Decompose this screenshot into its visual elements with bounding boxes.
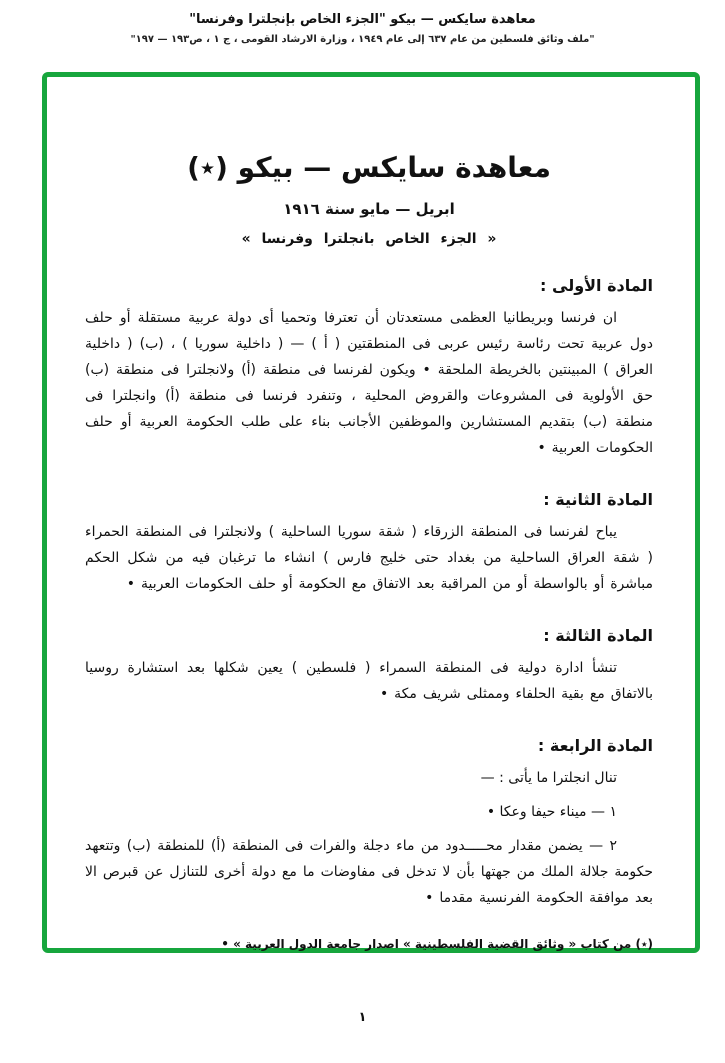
article-1 bbox=[85, 276, 653, 461]
article-3-body: تنشأ ادارة دولية فى المنطقة السمراء ( فلسطين ) يعين شكلها بعد استشارة روسيا بالاتفاق مع بقية الحلفاء وممثلى شريف مكة • bbox=[85, 660, 653, 702]
running-header bbox=[0, 0, 725, 45]
article-2-body: يباح لفرنسا فى المنطقة الزرقاء ( شقة سوريا الساحلية ) ولانجلترا فى المنطقة الحمراء ( شقة العراق الساحلية من بغداد حتى خليج فارس ) انشاء ما ترغبان فيه من شكل الحكم مباشرة أو بالواسطة أو من المراقبة بعد الاتفاق مع الحكومة أو حلف الحكومات العربية • bbox=[85, 524, 653, 592]
article-4 bbox=[85, 736, 653, 911]
article-1-body: ان فرنسا وبريطانيا العظمى مستعدتان أن تعترفا وتحميا أى دولة عربية مستقلة أو حلف دول عربية تحت رئاسة رئيس عربى فى المنطقتين ( أ ) — ( داخلية سوريا ) ، (ب) ( داخلية العراق ) المبينتين بالخريطة الملحقة • ويكون لفرنسا فى منطقة (أ) ولانجلترا فى منطقة (ب) حق الأولوية فى المشروعات والقروض المحلية ، وتنفرد فرنسا فى منطقة (أ) وانجلترا فى منطقة (ب) بتقديم المستشارين والموظفين الأجانب بناء على طلب الحكومة العربية أو حلف الحكومات العربية • bbox=[85, 310, 653, 456]
article-1-heading: المادة الأولى : bbox=[540, 276, 653, 295]
article-3 bbox=[85, 626, 653, 707]
article-2 bbox=[85, 490, 653, 597]
article-4-heading: المادة الرابعة : bbox=[537, 736, 653, 755]
article-4-item-1: ١ — ميناء حيفا وعكا • bbox=[486, 804, 617, 820]
document-border-box bbox=[42, 72, 700, 953]
article-4-intro: تنال انجلترا ما يأتى : — bbox=[480, 770, 617, 786]
document-subtitle: « الجزء الخاص بانجلترا وفرنسا » bbox=[241, 231, 497, 247]
article-3-heading: المادة الثالثة : bbox=[543, 626, 653, 645]
page-number: ١ bbox=[358, 1010, 367, 1025]
article-2-heading: المادة الثانية : bbox=[543, 490, 653, 509]
running-header-source: "ملف وثائق فلسطين من عام ٦٣٧ إلى عام ١٩٤٩ ، وزارة الارشاد القومى ، ج ١ ، ص١٩٣ — ١٩٧" bbox=[130, 34, 595, 45]
document-title: معاهدة سايكس — بيكو (٭) bbox=[187, 151, 551, 184]
article-4-item-2: ٢ — يضمن مقدار محـــــدود من ماء دجلة والفرات فى المنطقة (أ) للمنطقة (ب) وتتعهد حكومة جلالة الملك من جهتها بأن لا تدخل فى مفاوضات ما مع دولة أخرى للتنازل عن قبرص الا بعد موافقة الحكومة الفرنسية مقدما • bbox=[85, 838, 653, 906]
footnote: (٭) من كتاب « وثائق القضية الفلسطينية » اصدار جامعة الدول العربية » • bbox=[221, 937, 653, 951]
document-date-line: ابريل — مايو سنة ١٩١٦ bbox=[283, 200, 455, 218]
running-header-title: معاهدة سايكس — بيكو "الجزء الخاص بإنجلترا وفرنسا" bbox=[189, 12, 536, 27]
